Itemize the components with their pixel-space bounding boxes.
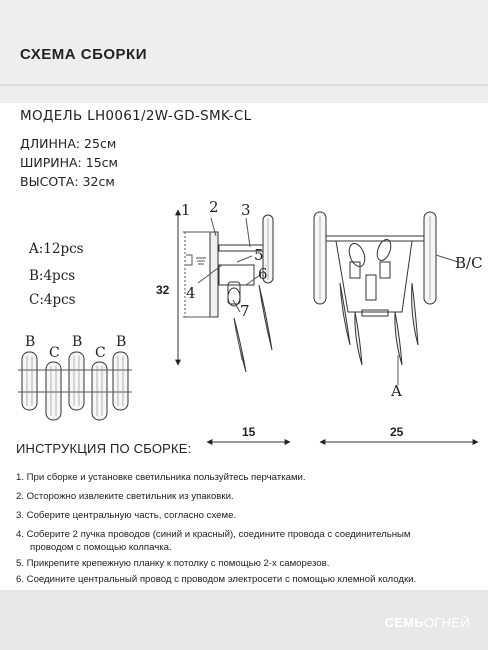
- instruction-step-5: 5. Прикрепите крепежную планку к потолку с помощью 2-х саморезов.: [16, 558, 330, 569]
- bulb: [228, 288, 240, 306]
- instruction-step-1: 1. При сборке и установке светильника пользуйтесь перчатками.: [16, 472, 306, 483]
- front-socket-right: [380, 262, 390, 278]
- callout-4: 4: [186, 284, 196, 302]
- spec-length: ДЛИННА: 25см: [20, 136, 117, 151]
- part-count-a: A:12pcs: [29, 241, 84, 257]
- crystal-drop-side-2: [259, 285, 272, 350]
- spec-width: ШИРИНА: 15см: [20, 155, 118, 170]
- model-number: МОДЕЛЬ LH0061/2W-GD-SMK-CL: [20, 108, 252, 124]
- instruction-step-2: 2. Осторожно извлеките светильник из упаковки.: [16, 491, 234, 502]
- crystal-set: [18, 352, 132, 420]
- callout-7: 7: [240, 302, 250, 320]
- instruction-step-3: 3. Соберите центральную часть, согласно схеме.: [16, 510, 237, 521]
- instruction-step-4-cont: проводом с помощью колпачка.: [30, 542, 172, 553]
- crystal-label-b1: B: [25, 334, 36, 350]
- instructions-title: ИНСТРУКЦИЯ ПО СБОРКЕ:: [16, 441, 192, 456]
- height-label: 32: [156, 283, 170, 297]
- crystal-drop-front-4: [412, 283, 418, 345]
- crystal-label-b3: B: [116, 334, 127, 350]
- crystal-b-2: [69, 352, 84, 410]
- crystal-label-b2: B: [72, 334, 83, 350]
- front-view-lamp: [314, 212, 458, 385]
- crystal-c-2: [92, 362, 107, 420]
- crystal-c-1: [46, 362, 61, 420]
- crystal-label-c2: C: [95, 345, 106, 361]
- callout-2: 2: [209, 198, 219, 216]
- instruction-step-4: 4. Соберите 2 пучка проводов (синий и красный), соедините провода с соединительным: [16, 529, 411, 540]
- width-front-label: 25: [390, 425, 404, 439]
- spec-height: ВЫСОТА: 32см: [20, 174, 115, 189]
- front-arm-top: [326, 236, 424, 241]
- part-count-c: C:4pcs: [29, 292, 76, 308]
- brand-light: ОГНЕЙ: [423, 615, 470, 630]
- part-count-b: B:4pcs: [29, 268, 76, 284]
- callout-5: 5: [254, 246, 264, 264]
- brand-logo: [385, 615, 471, 630]
- crystal-drop-front-2: [355, 312, 362, 365]
- width-side-label: 15: [242, 425, 256, 439]
- page-title: СХЕМА СБОРКИ: [20, 46, 147, 63]
- label-bc: B/C: [455, 254, 483, 272]
- label-a: A: [391, 382, 402, 400]
- crystal-b-3: [113, 352, 128, 410]
- callout-3: 3: [241, 201, 251, 219]
- wall-plate: [210, 232, 218, 317]
- brand-bold: СЕМЬ: [384, 615, 424, 630]
- crystal-label-c1: C: [49, 345, 60, 361]
- front-canopy: [336, 241, 412, 312]
- callout-6: 6: [258, 265, 268, 283]
- callout-1: 1: [181, 201, 191, 219]
- crystal-drop-side-1: [234, 318, 246, 372]
- crystal-b-1: [22, 352, 37, 410]
- instruction-step-6: 6. Соедините центральный провод с проводом электросети с помощью клемной колодки.: [16, 574, 417, 585]
